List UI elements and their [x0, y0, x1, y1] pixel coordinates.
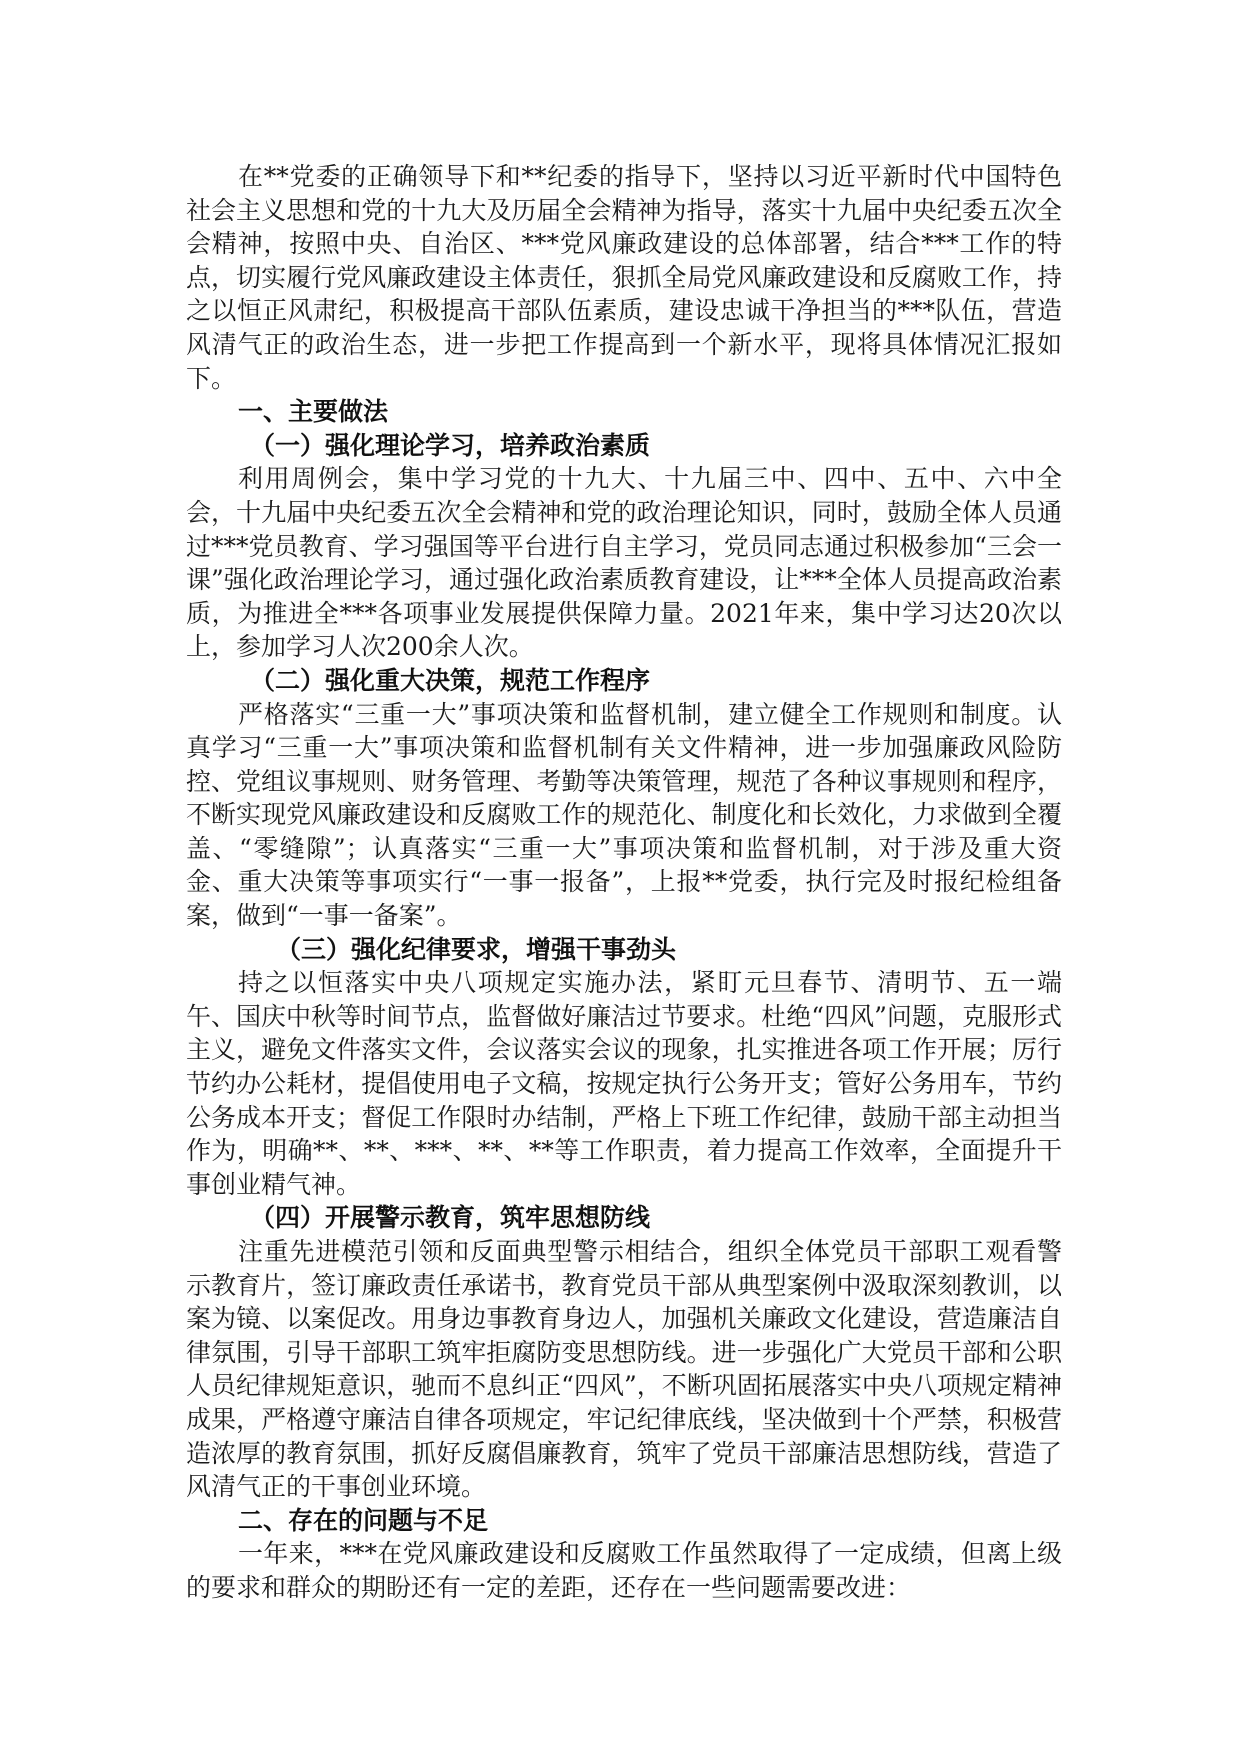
paragraph-theory-study: 利用周例会，集中学习党的十九大、十九届三中、四中、五中、六中全会，十九届中央纪委五次全会精神和党的政治理论知识，同时，鼓励全体人员通过***党员教育、学习强国等平台进行自主学习，党员同志通过积极参加“三会一课”强化政治理论学习，通过强化政治素质教育建设，让***全体人员提高政治素质，为推进全***各项事业发展提供保障力量。2021年来，集中学习达20次以上，参加学习人次200余人次。 — [186, 464, 1062, 662]
paragraph-major-decisions: 严格落实“三重一大”事项决策和监督机制，建立健全工作规则和制度。认真学习“三重一大”事项决策和监督机制有关文件精神，进一步加强廉政风险防控、党组议事规则、财务管理、考勤等决策管理，规范了各种议事规则和程序，不断实现党风廉政建设和反腐败工作的规范化、制度化和长效化，力求做到全覆盖、“零缝隙”；认真落实“三重一大”事项决策和监督机制，对于涉及重大资金、重大决策等事项实行“一事一报备”，上报**党委，执行完及时报纪检组备案，做到“一事一备案”。 — [186, 699, 1062, 931]
subsection-heading-theory-study: （一）强化理论学习，培养政治素质 — [250, 430, 651, 460]
subsection-heading-discipline: （三）强化纪律要求，增强干事劲头 — [276, 934, 677, 964]
paragraph-warning-education: 注重先进模范引领和反面典型警示相结合，组织全体党员干部职工观看警示教育片，签订廉政责任承诺书，教育党员干部从典型案例中汲取深刻教训，以案为镜、以案促改。用身边事教育身边人，加强机关廉政文化建设，营造廉洁自律氛围，引导干部职工筑牢拒腐防变思想防线。进一步强化广大党员干部和公职人员纪律规矩意识，驰而不息纠正“四风”，不断巩固拓展落实中央八项规定精神成果，严格遵守廉洁自律各项规定，牢记纪律底线，坚决做到十个严禁，积极营造浓厚的教育氛围，抓好反腐倡廉教育，筑牢了党员干部廉洁思想防线，营造了风清气正的干事创业环境。 — [186, 1237, 1062, 1502]
subsection-heading-major-decisions: （二）强化重大决策，规范工作程序 — [250, 665, 651, 695]
subsection-heading-warning-education: （四）开展警示教育，筑牢思想防线 — [250, 1203, 651, 1233]
section-heading-problems: 二、存在的问题与不足 — [238, 1505, 489, 1535]
section-heading-main-practices: 一、主要做法 — [238, 397, 389, 427]
paragraph-problems: 一年来，***在党风廉政建设和反腐败工作虽然取得了一定成绩，但离上级的要求和群众的期盼还有一定的差距，还存在一些问题需要改进： — [186, 1539, 1062, 1602]
paragraph-discipline: 持之以恒落实中央八项规定实施办法，紧盯元旦春节、清明节、五一端午、国庆中秋等时间节点，监督做好廉洁过节要求。杜绝“四风”问题，克服形式主义，避免文件落实文件，会议落实会议的现象，扎实推进各项工作开展；厉行节约办公耗材，提倡使用电子文稿，按规定执行公务开支；管好公务用车，节约公务成本开支；督促工作限时办结制，严格上下班工作纪律，鼓励干部主动担当作为，明确**、**、***、**、**等工作职责，着力提高工作效率，全面提升干事创业精气神。 — [186, 968, 1062, 1199]
document-body — [186, 160, 1062, 1605]
intro-paragraph: 在**党委的正确领导下和**纪委的指导下，坚持以习近平新时代中国特色社会主义思想和党的十九大及历届全会精神为指导，落实十九届中央纪委五次全会精神，按照中央、自治区、***党风廉政建设的总体部署，结合***工作的特点，切实履行党风廉政建设主体责任，狠抓全局党风廉政建设和反腐败工作，持之以恒正风肃纪，积极提高干部队伍素质，建设忠诚干净担当的***队伍，营造风清气正的政治生态，进一步把工作提高到一个新水平，现将具体情况汇报如下。 — [186, 162, 1062, 393]
